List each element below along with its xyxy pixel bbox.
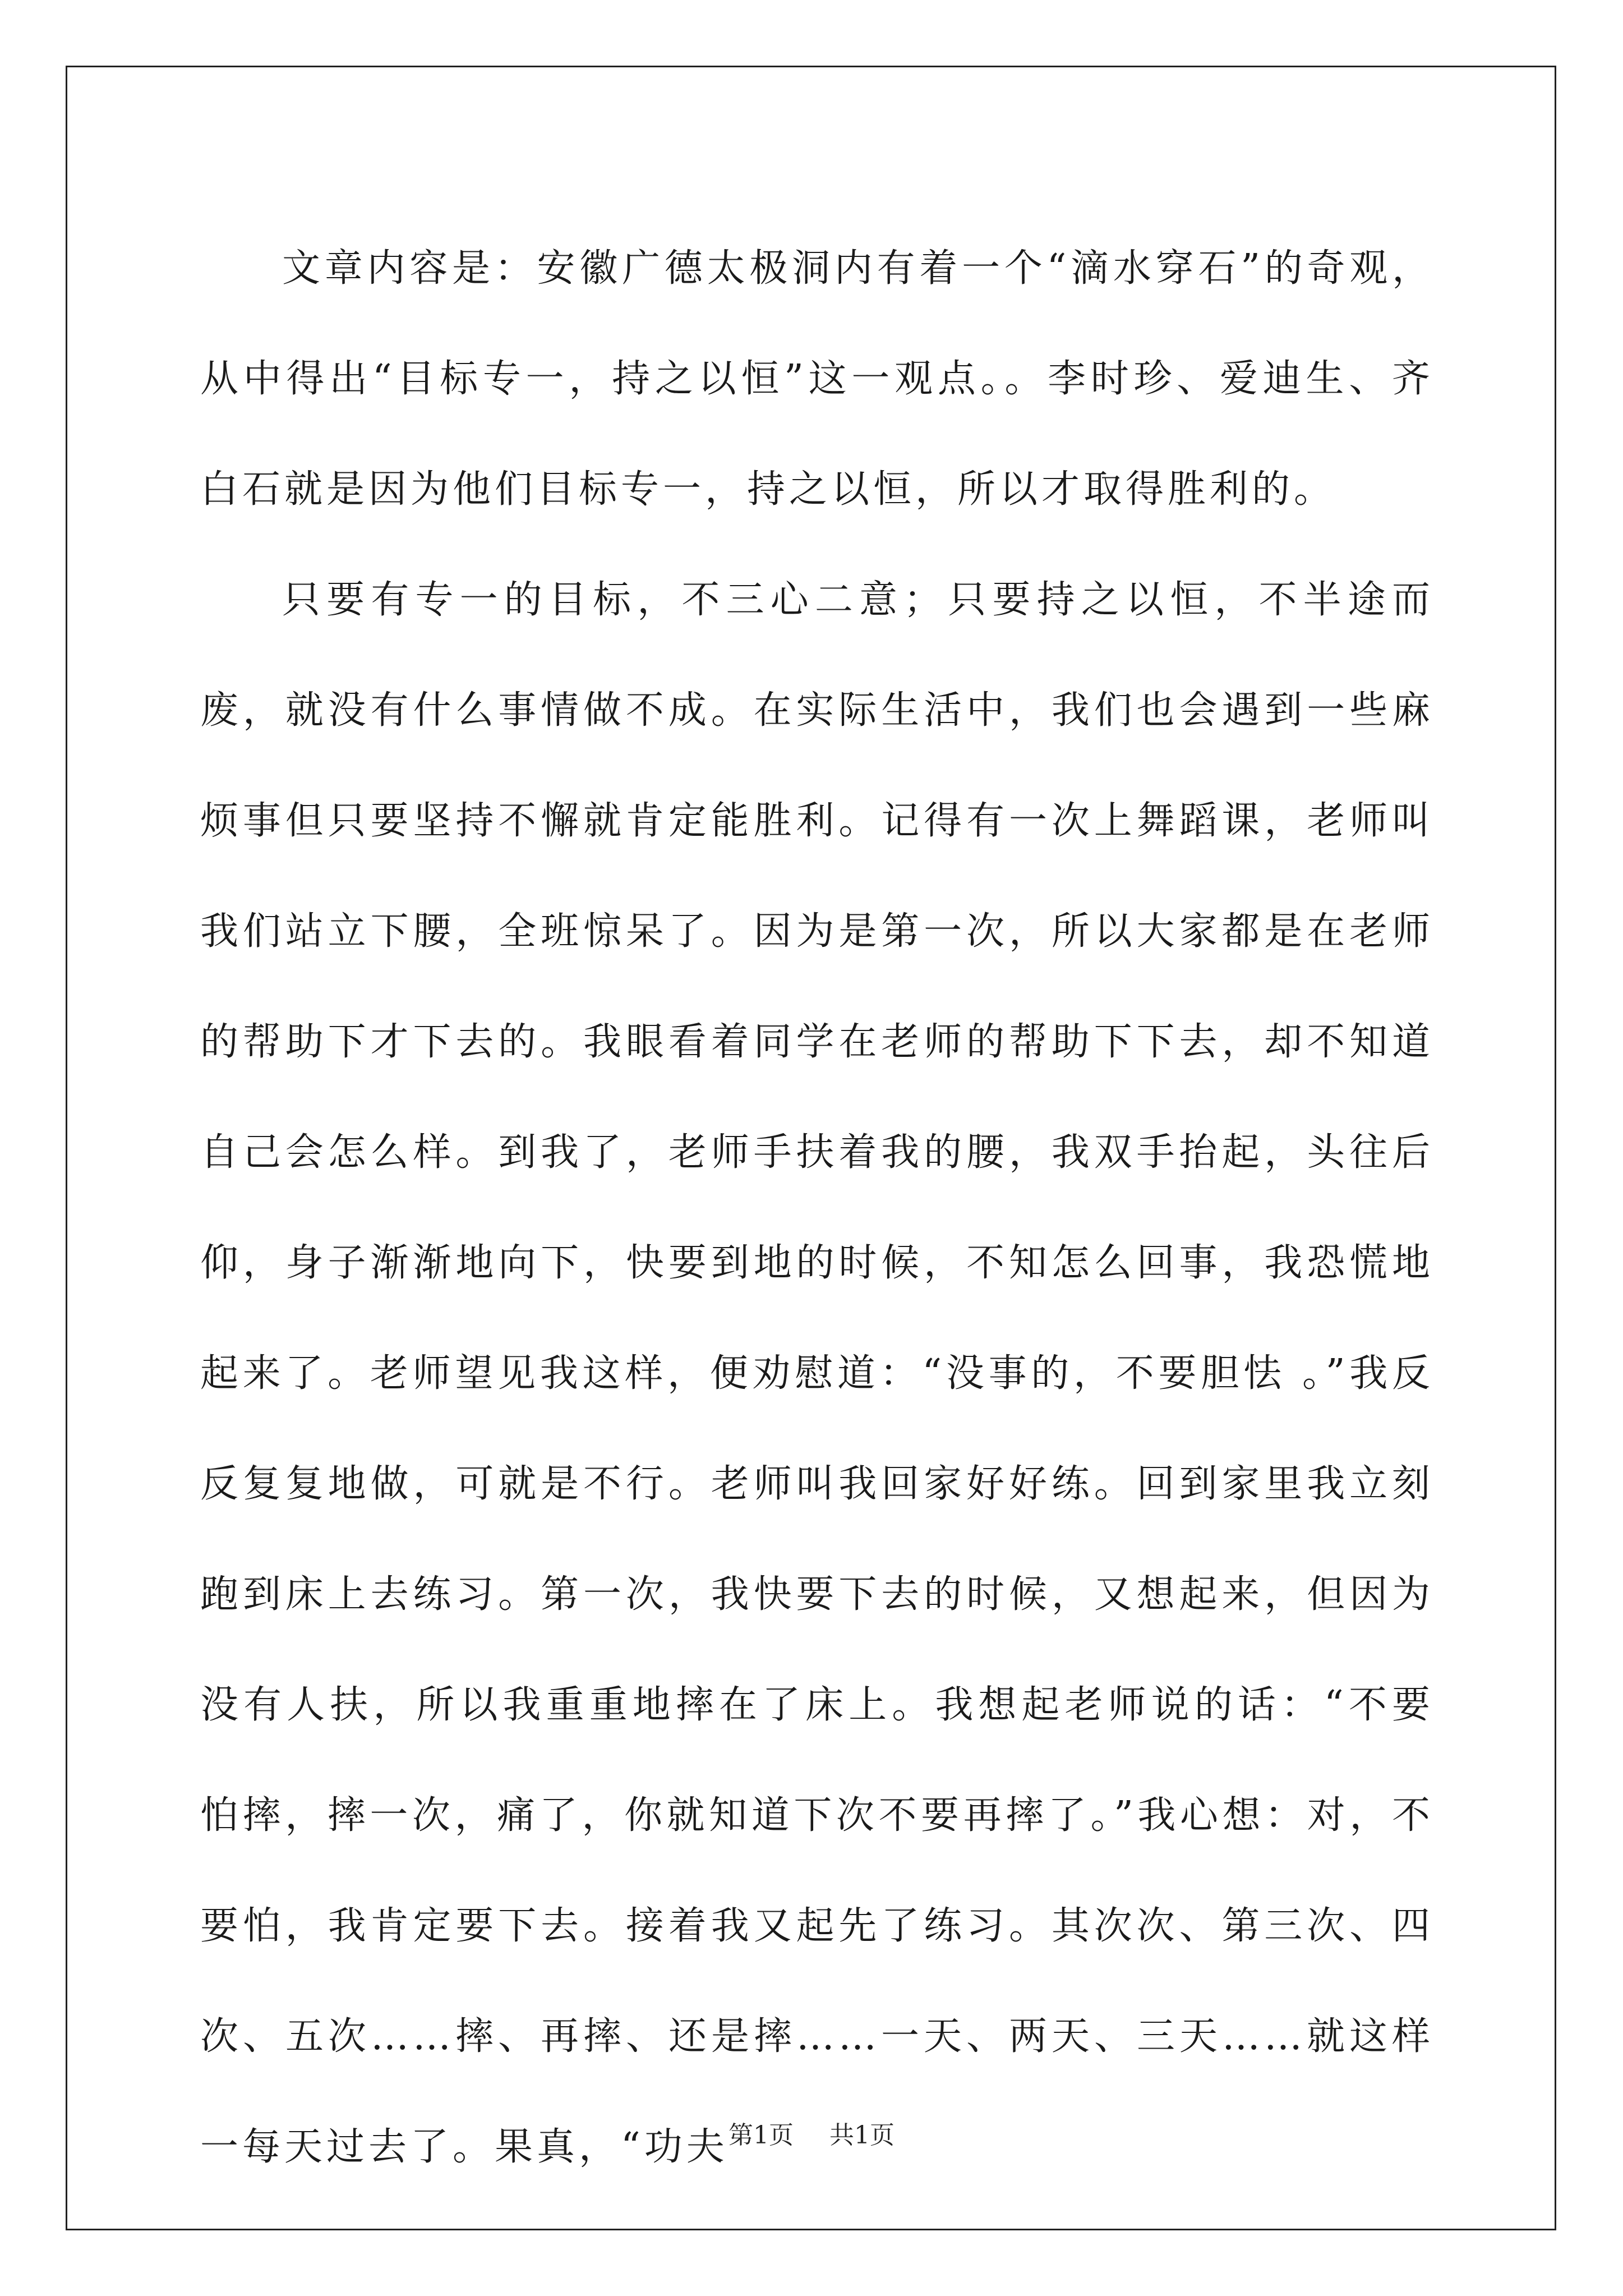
paragraph-2: 只要有专一的目标，不三心二意；只要持之以恒，不半途而废，就没有什么事情做不成。在实际生活中，我们也会遇到一些麻烦事但只要坚持不懈就肯定能胜利。记得有一次上舞蹈课，老师叫我们站立下腰，全班惊呆了。因为是第一次，所以大家都是在老师的帮助下才下去的。我眼看着同学在老师的帮助下下去，却不知道自己会怎么样。到我了，老师手扶着我的腰，我双手抬起，头往后仰，身子渐渐地向下，快要到地的时候，不知怎么回事，我恐慌地起来了。老师望见我这样，便劝慰道：“没事的，不要胆怯 。”我反反复复地做，可就是不行。老师叫我回家好好练。回到家里我立刻跑到床上去练习。第一次，我快要下去的时候，又想起来，但因为没有人扶，所以我重重地摔在了床上。我想起老师说的话：“不要怕摔，摔一次，痛了，你就知道下次不要再摔了。”我心想：对，不要怕，我肯定要下去。接着我又起先了练习。其次次、第三次、四次、五次……摔、再摔、还是摔……一天、两天、三天……就这样一每天过去了。果真，“功夫 [200, 578, 1434, 2169]
page-number: 第1页 [728, 2121, 794, 2150]
paragraph-1: 文章内容是：安徽广德太极洞内有着一个“滴水穿石”的奇观，从中得出“目标专一，持之以恒”这一观点。。李时珍、爱迪生、齐白石就是因为他们目标专一，持之以恒，所以才取得胜利的。 [200, 246, 1434, 512]
document-body [200, 213, 1434, 2202]
page-footer [0, 2115, 1623, 2151]
page-total: 共1页 [829, 2121, 895, 2150]
